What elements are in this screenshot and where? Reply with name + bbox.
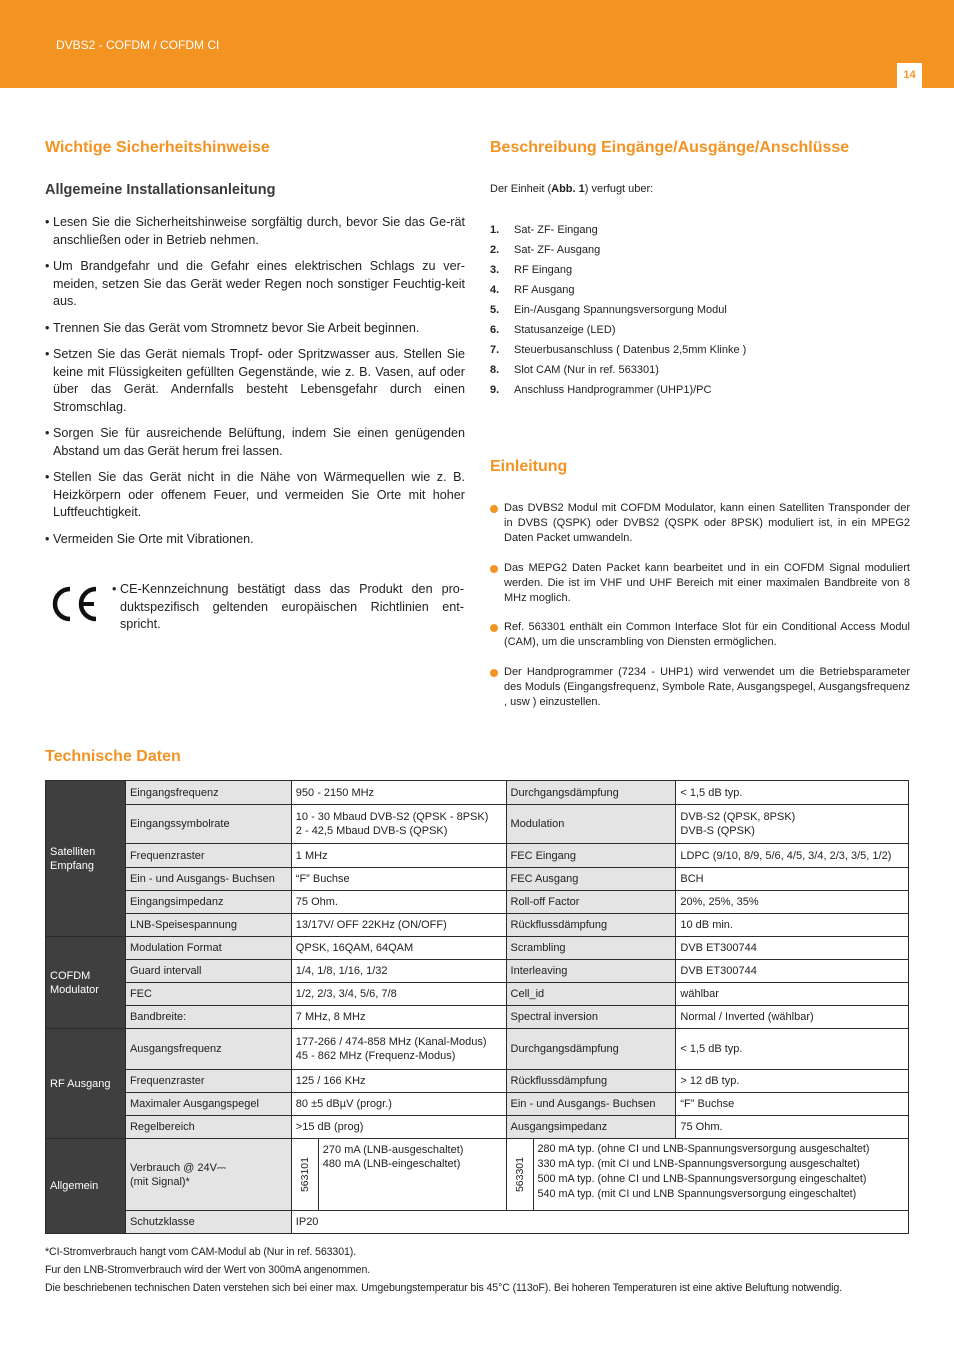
spec-label: Regelbereich <box>125 1116 291 1139</box>
ref-563301-label: 563301 <box>507 1139 534 1210</box>
spec-label: Ein - und Ausgangs- Buchsen <box>125 868 291 891</box>
spec-value: 10 - 30 Mbaud DVB-S2 (QPSK - 8PSK) 2 - 42,5 Mbaud DVB-S (QPSK) <box>291 805 506 844</box>
spec-value: < 1,5 dB typ. <box>676 781 909 805</box>
spec-value: 950 - 2150 MHz <box>291 781 506 805</box>
spec-label: FEC Eingang <box>506 844 676 868</box>
page-number: 14 <box>897 63 922 88</box>
list-item: Der Handprogrammer (7234 - UHP1) wird verwendet um die Betriebsparameter des Moduls (Eingangsfrequenz, Symbole Rate, Ausgangspegel, Ausgangsfrequenz , usw ) einzustellen. <box>490 665 910 711</box>
connector-list <box>490 222 746 402</box>
safety-heading: Wichtige Sicherheitshinweise <box>45 139 270 156</box>
spec-table <box>45 780 909 1234</box>
spec-label: Frequenzraster <box>125 844 291 868</box>
table-row <box>46 937 909 960</box>
table-row <box>46 1093 909 1116</box>
document-title: DVBS2 - COFDM / COFDM CI <box>56 38 220 52</box>
spec-value: 13/17V/ OFF 22KHz (ON/OFF) <box>291 914 506 937</box>
group-label: RF Ausgang <box>46 1029 126 1139</box>
spec-label: Schutzklasse <box>125 1211 291 1234</box>
list-item: 8. Slot CAM (Nur in ref. 563301) <box>490 364 659 376</box>
bullet-dot-icon <box>490 505 498 513</box>
group-label: COFDM Modulator <box>46 937 126 1029</box>
intro-list <box>490 501 910 724</box>
dc-symbol-icon: ⎓ <box>216 1161 226 1174</box>
list-item: Das MEPG2 Daten Packet kann bearbeitet und in ein COFDM Signal moduliert werden. Die ist im VHF und UHF Bereich mit einer maximalen Bandbreite von 8 MHz moglich. <box>490 561 910 607</box>
spec-label: Spectral inversion <box>506 1006 676 1029</box>
list-item: 4. RF Ausgang <box>490 284 575 296</box>
ce-mark-icon <box>52 586 102 622</box>
table-row <box>46 1006 909 1029</box>
group-label: Satelliten Empfang <box>46 781 126 937</box>
bullet-dot-icon <box>490 624 498 632</box>
ref-563101-label: 563101 <box>292 1139 319 1210</box>
spec-value: 1/2, 2/3, 3/4, 5/6, 7/8 <box>291 983 506 1006</box>
tech-heading: Technische Daten <box>45 748 181 765</box>
spec-value: 177-266 / 474-858 MHz (Kanal-Modus) 45 - 862 MHz (Frequenz-Modus) <box>291 1029 506 1070</box>
spec-value: wählbar <box>676 983 909 1006</box>
installation-subheading: Allgemeine Installationsanleitung <box>45 182 276 198</box>
spec-label: Durchgangsdämpfung <box>506 781 676 805</box>
spec-value: 7 MHz, 8 MHz <box>291 1006 506 1029</box>
spec-value: DVB-S2 (QPSK, 8PSK) DVB-S (QPSK) <box>676 805 909 844</box>
description-heading: Beschreibung Eingänge/Ausgänge/Anschlüsse <box>490 139 850 156</box>
list-item: • Setzen Sie das Gerät niemals Tropf- oder Spritzwasser aus. Stellen Sie keine mit Flüssigkeiten gefüllten Gegenstände, wie z. B. Vasen, auf oder über das Gerät. Andernfalls besteht Lebensgefahr durch einen Stromschlag. <box>45 347 465 414</box>
spec-label: Scrambling <box>506 937 676 960</box>
spec-value: 563101 270 mA (LNB-ausgeschaltet) 480 mA (LNB-eingeschaltet) <box>291 1139 506 1211</box>
spec-value: 1 MHz <box>291 844 506 868</box>
footnote: Fur den LNB-Stromverbrauch wird der Wert von 300mA angenommen. <box>45 1264 371 1276</box>
list-item: Das DVBS2 Modul mit COFDM Modulator, kann einen Satelliten Transponder der in DVBS (QSPK) oder DVBS2 (QSPK oder 8PSK) moduliert ist, in ein MPEG2 Daten Packet umwandeln. <box>490 501 910 547</box>
spec-value: < 1,5 dB typ. <box>676 1029 909 1070</box>
table-row <box>46 1211 909 1234</box>
spec-value: 10 dB min. <box>676 914 909 937</box>
spec-label: Roll-off Factor <box>506 891 676 914</box>
spec-label: Modulation <box>506 805 676 844</box>
safety-list <box>45 214 465 557</box>
list-item: 1. Sat- ZF- Eingang <box>490 224 598 236</box>
table-row <box>46 1116 909 1139</box>
page-header <box>0 0 954 88</box>
intro-heading: Einleitung <box>490 458 568 475</box>
spec-value: 75 Ohm. <box>676 1116 909 1139</box>
list-item: • Stellen Sie das Gerät nicht in die Nähe von Wärmequellen wie z. B. Heizkörpern oder offenem Feuer, und vermeiden Sie Orte mit hoher Luftfeuchtigkeit. <box>45 470 465 519</box>
spec-value: “F” Buchse <box>676 1093 909 1116</box>
table-row <box>46 1139 909 1211</box>
footnote: Die beschriebenen technischen Daten verstehen sich bei einer max. Umgebungstemperatur bis 45°C (113oF). Bei hoheren Temperaturen ist eine aktive Beluftung notwendig. <box>45 1282 843 1294</box>
spec-label: Interleaving <box>506 960 676 983</box>
table-row <box>46 960 909 983</box>
spec-value: DVB ET300744 <box>676 960 909 983</box>
spec-value: LDPC (9/10, 8/9, 5/6, 4/5, 3/4, 2/3, 3/5, 1/2) <box>676 844 909 868</box>
footnote: *CI-Stromverbrauch hangt vom CAM-Modul ab (Nur in ref. 563301). <box>45 1246 357 1258</box>
spec-value: QPSK, 16QAM, 64QAM <box>291 937 506 960</box>
spec-label: Eingangssymbolrate <box>125 805 291 844</box>
spec-value: 75 Ohm. <box>291 891 506 914</box>
spec-value: >15 dB (prog) <box>291 1116 506 1139</box>
table-row <box>46 844 909 868</box>
spec-label: Guard intervall <box>125 960 291 983</box>
spec-value: DVB ET300744 <box>676 937 909 960</box>
spec-value: > 12 dB typ. <box>676 1070 909 1093</box>
spec-label: Rückflussdämpfung <box>506 914 676 937</box>
spec-label: Ausgangsfrequenz <box>125 1029 291 1070</box>
bullet-dot-icon <box>490 565 498 573</box>
table-row <box>46 914 909 937</box>
list-item: 2. Sat- ZF- Ausgang <box>490 244 601 256</box>
spec-value: 1/4, 1/8, 1/16, 1/32 <box>291 960 506 983</box>
list-item: • Trennen Sie das Gerät vom Stromnetz bevor Sie Arbeit beginnen. <box>45 320 420 335</box>
spec-value: BCH <box>676 868 909 891</box>
table-row <box>46 805 909 844</box>
spec-label: Durchgangsdämpfung <box>506 1029 676 1070</box>
spec-value: IP20 <box>291 1211 908 1234</box>
list-item: 7. Steuerbusanschluss ( Datenbus 2,5mm Klinke ) <box>490 344 747 356</box>
spec-label: Ein - und Ausgangs- Buchsen <box>506 1093 676 1116</box>
spec-label: Modulation Format <box>125 937 291 960</box>
spec-value: 563301 280 mA typ. (ohne CI und LNB-Spannungsversorgung ausgeschaltet) 330 mA typ. (mit CI und LNB-Spannungsversorgung ausgeschaltet) 500 mA typ. (ohne CI und LNB-Spannungsversorgung eingeschaltet) 540 mA typ. (mit CI und LNB Spannungsversorgung eingeschaltet) <box>506 1139 908 1211</box>
list-item: • Lesen Sie die Sicherheitshinweise sorgfältig durch, bevor Sie das Ge-rät anschließen oder in Betrieb nehmen. <box>45 215 465 247</box>
footnotes <box>45 1243 842 1297</box>
description-intro: Der Einheit (Abb. 1) verfugt uber: <box>490 183 654 195</box>
list-item: 5. Ein-/Ausgang Spannungsversorgung Modul <box>490 304 727 316</box>
spec-value: 20%, 25%, 35% <box>676 891 909 914</box>
spec-label: Maximaler Ausgangspegel <box>125 1093 291 1116</box>
list-item: 9. Anschluss Handprogrammer (UHP1)/PC <box>490 384 712 396</box>
list-item: • Vermeiden Sie Orte mit Vibrationen. <box>45 531 254 546</box>
list-item: 6. Statusanzeige (LED) <box>490 324 616 336</box>
list-item: • Sorgen Sie für ausreichende Belüftung, indem Sie einen genügenden Abstand um das Gerät herum frei lassen. <box>45 426 465 458</box>
spec-label: Frequenzraster <box>125 1070 291 1093</box>
spec-label: Eingangsimpedanz <box>125 891 291 914</box>
table-row <box>46 781 909 805</box>
spec-label: LNB-Speisespannung <box>125 914 291 937</box>
spec-label: FEC <box>125 983 291 1006</box>
spec-label: Eingangsfrequenz <box>125 781 291 805</box>
table-row <box>46 983 909 1006</box>
spec-label: FEC Ausgang <box>506 868 676 891</box>
spec-label: Bandbreite: <box>125 1006 291 1029</box>
table-row <box>46 1070 909 1093</box>
spec-label: Ausgangsimpedanz <box>506 1116 676 1139</box>
table-row <box>46 1029 909 1070</box>
group-label: Allgemein <box>46 1139 126 1234</box>
list-item: • Um Brandgefahr und die Gefahr eines elektrischen Schlags zu ver-meiden, setzen Sie das Gerät weder Regen noch sonstiger Feuchtig-keit aus. <box>45 259 465 308</box>
list-item: 3. RF Eingang <box>490 264 573 276</box>
spec-value: 80 ±5 dBµV (progr.) <box>291 1093 506 1116</box>
spec-label: Cell_id <box>506 983 676 1006</box>
ce-note: • CE-Kennzeichnung bestätigt dass das Produkt den pro-duktspezifisch geltenden europäischen Richtlinien ent-spricht. <box>112 582 464 631</box>
bullet-dot-icon <box>490 669 498 677</box>
spec-label: Verbrauch @ 24V⎓ (mit Signal)* <box>125 1139 291 1211</box>
table-row <box>46 868 909 891</box>
spec-value: 125 / 166 KHz <box>291 1070 506 1093</box>
list-item: Ref. 563301 enthält ein Common Interface Slot für ein Conditional Access Modul (CAM), um die unscrambling von Diensten ermöglichen. <box>490 620 910 650</box>
spec-label: Rückflussdämpfung <box>506 1070 676 1093</box>
table-row <box>46 891 909 914</box>
spec-value: “F” Buchse <box>291 868 506 891</box>
spec-value: Normal / Inverted (wählbar) <box>676 1006 909 1029</box>
